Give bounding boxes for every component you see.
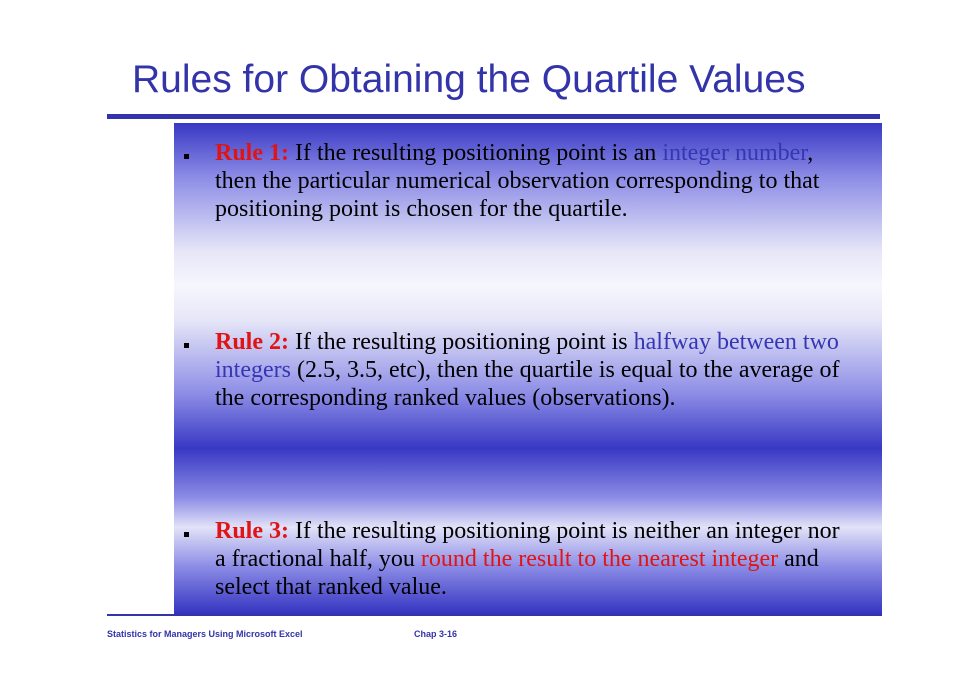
rule-text-part: , then the particular numerical observation corresponding to that positioning point is chosen for the quartile.: [215, 140, 820, 222]
rule-text: [215, 517, 855, 601]
rules-panel: [174, 123, 882, 616]
rule-text-part: If the resulting positioning point is neither an integer nor a fractional half, you: [215, 518, 840, 572]
rule-text-part: and select that ranked value.: [215, 546, 819, 600]
slide-title: Rules for Obtaining the Quartile Values: [132, 58, 806, 101]
rule-highlight: halfway between two integers: [215, 329, 839, 383]
rule-text-part: If the resulting positioning point is an: [289, 140, 663, 166]
footer-page-number: Chap 3-16: [414, 629, 458, 639]
rule-highlight: round the result to the nearest integer: [420, 546, 779, 572]
bullet-icon: [184, 154, 189, 159]
rule-text-part: (2.5, 3.5, etc), then the quartile is equal to the average of the corresponding ranked values (observations).: [215, 357, 840, 411]
rule-text-part: If the resulting positioning point is: [289, 329, 634, 355]
footer-divider: [107, 614, 880, 616]
rule-label: Rule 1:: [215, 140, 289, 166]
footer-left: Statistics for Managers Using Microsoft Excel: [107, 629, 303, 639]
rule-highlight: integer number: [662, 140, 808, 166]
rule-label: Rule 3:: [215, 518, 289, 544]
bullet-icon: [184, 343, 189, 348]
bullet-icon: [184, 532, 189, 537]
rule-text: [215, 139, 855, 223]
rule-label: Rule 2:: [215, 329, 289, 355]
title-underline: [107, 114, 880, 119]
rule-text: [215, 328, 855, 412]
